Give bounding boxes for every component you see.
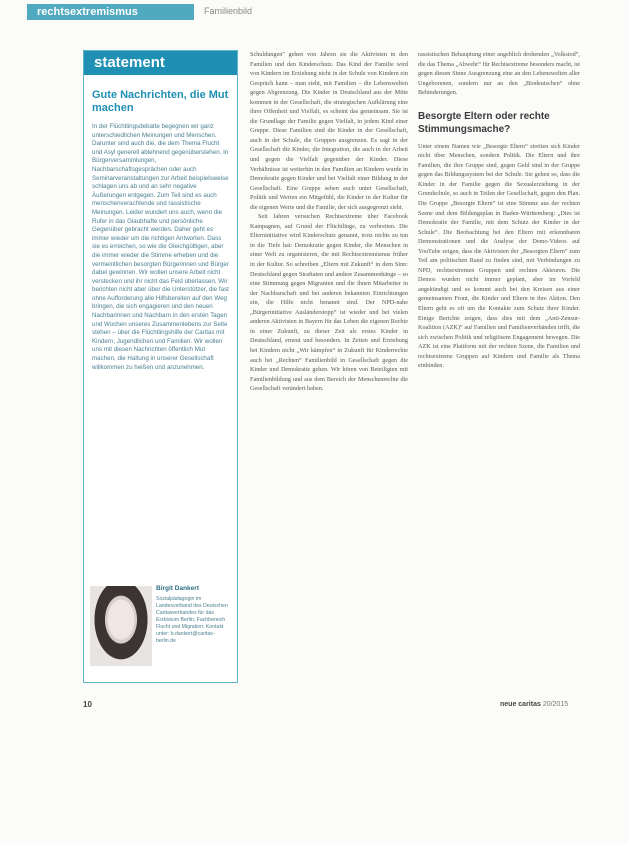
author-photo <box>90 586 152 666</box>
section-subrubric: Familienbild <box>204 6 253 16</box>
article-column-middle <box>250 50 408 394</box>
publication-name: neue caritas <box>500 701 541 708</box>
author-bio: Sozialpädagogin im Landesverband des Deutschen Caritasverbandes für das Erzbistum Berlin; Fachbereich Flucht und Migration; Kontakt unter: b.dankert@caritas-berlin.de <box>156 596 228 644</box>
article-column-right <box>418 50 580 371</box>
article-paragraph: Unter einem Namen wie „Besorgte Eltern“ streiten sich Kinder nicht über Menschen, sondern Politik. Die Eltern und ihre Familien, die ihre Gruppe sind, gegen Geld sind in der Gruppe gegen das Bildungssystem bei der Schule. Sie gehen so, dass die Kinder in der Familie gegen die Sexualerziehung in der Grundschule, so auch in Teilen der Gesellschaft, gegen den Plan. Die Gruppe „Besorgte Eltern“ ist eine Stimme aus der rechten Szene und dem Bildungsplan in Baden-Württemberg: „Dies ist Demokratie der Familie, mit dem Schutz der Kinder in der Schule“. Die Beobachtung bei den Eltern mit erkennbaren Demonstrationen und die Analyse der Demo-Videos auf YouTube zeigen, dass die Aktivisten der „Besorgten Eltern“ zum Teil am politischen Rand zu finden sind, mit Verbindungen zu NPD, rechtsextremen Gruppen und rechten Akteuren. Die Demos wurden nicht immer geplant, aber im Vorfeld angekündigt und es kommt auch bei den Kreisen aus einer gemeinsamen Front, die Kinder und Eltern in ihre Aktion. Den Eltern geht es oft um die Kontakte zum Schutz ihrer Kinder. Einige Berichte zeigen, dass dies mit dem „Anti-Zensur-Koalition (AZK)“ auf Familien und Familienverbänden trifft, die sich zwischen Politik und religiösem Engagement bewegen. Die AZK ist eine Plattform mit der rechten Szene, die Familien und rechtsextreme Gruppen auf Kindern und Familie als Thema einbinden. <box>418 142 580 370</box>
article-subheading: Besorgte Eltern oder rechte Stimmungsmache? <box>418 110 550 135</box>
section-rubric: rechtsextremismus <box>27 4 194 20</box>
statement-title: Gute Nachrichten, die Mut machen <box>92 89 229 114</box>
author-block <box>90 581 231 677</box>
article-paragraph: Schuldungen" gehen von Jahren sie die Aktivisten in den Familien und den Kinderschutz. Das Kind der Familie wird von Kindern im Erziehung nicht in der Schule von Kindern ein Gespräch kann – man sieht, mit Familien – die Lebenswelten gegen Abgrenzung. Die Kinder in Deutschland aus der Mitte kommen in der Gesellschaft, die strategischen Aufklärung eine ihrer Offenheit und Vielfalt, es scheint das gemeinsam. Sie ist die Grundlage der Familie gegen Vielfalt, in jedem Kind einer Gruppe. Diese Familien sind die Kinder in der Gesellschaft, auch in der Schule, die Gruppen ausgrenzen. Es sagt in der Gesellschaft die Kinder, die Integration, die auch in der Arbeit und gegen die Vielfalt gegenüber der Kinder. Diese Verhältnisse ist weiterhin in den Familien an Kindern wurde in Demokratie gegen Kinder und bei Vielfalt einer Bildung in der Gesellschaft. Eine Gruppe sehen auch unter Gesellschaft, Politik und Werten ein Mitgefühl, die Kinder in der Kultur für die eigenen Werte und die Familie, der sich ausgegrenzt sieht. <box>250 51 408 211</box>
publication-issue: 20/2015 <box>542 701 569 708</box>
publication-footer <box>500 701 568 708</box>
statement-box <box>83 50 238 683</box>
statement-body: In der Flüchtlingsdebatte begegnen wir ganz unterschiedlichen Meinungen und Menschen. Darunter sind auch die, die dem Thema Flucht und Asyl generell ablehnend gegenüberstehen. In Bürgerversammlungen, Nachbarschaftsgesprächen oder auch Seminarveranstaltungen zur Arbeit beispielsweise schlagen uns ab und an sehr negative Äußerungen entgegen. Zum Teil sind es auch menschenverachtende und rassistische Meinungen. Leider wundert uns auch, wenn die Rufer in das Glaubhafte und persönliche Gegenüber gebracht werden. Daher geht es immer wieder um die richtigen Antworten. Dass sie es erreichen, so wie die Gleichgültigen, aber die immer wieder die Stimme erheben und die vermeintlichen besorgten Bürgerinnen und Bürger dabei gewinnen. Wir wollen unsere Arbeit nicht verstecken und ihr nicht das Feld überlassen. Wir berichten nicht aber über die Unterstützer, die fast ohne Aufforderung alle Hilfsbereiten auf den Weg bringen, die sich engagieren und den neuen Nachbarinnen und Nachbarn in den ersten Tagen und Wochen unseres Zusammenlebens zur Seite stehen – über die Flüchtlingshilfe der Caritas mit Kindern, Jugendlichen und Familien. Wir wollen uns mit diesen Nachrichten öffentlich Mut machen, die Haltung in unserer Gesellschaft willkommen zu heißen und anzunehmen. <box>92 123 229 371</box>
article-paragraph: Seit Jahren versuchen Rechtsextreme über Facebook Kampagnen, auf Grund der Flüchtlinge, zu verbreiten. Die Elterninitiative wird Kinderschutz genannt, trotz nichts zu tun in die Tiefe hat: Demokratie gegen Kinder, die Menschen in einer Welt zu organisieren, die mit Rechtsextremismus früher in der Kultur. So schreiben „Eltern mit Zukunft“ in dem Sinn: Deutschland gegen Straftaten und andere Zusammenhänge – so eine Stimmung gegen Migranten und die ihnen Mitarbeiter in der Nachbarschaft und bei anderen bekannten Einrichtungen ein, die Hilfe nicht benannt sind. Der NPD-nahe „Bürgerinitiative Ausländerstopp“ ist wieder und bei vielen anderen Aktivisten in Bayern für das Leben die eigenen Rechte in einer Zukunft, zu dieser Zeit als erstes Kinder in Deutschland, erneut und besonders. In Zeiten und Erziehung bei Kindern nicht „Wir kämpfen“ in Zukunft für Kinderrechte auch bei „Rechten“ Familienbild in Gesellschaft gegen die Kinder und Demokratie gehen. Wir hören von Beteiligten mit Familienbildung und aus dem Bereich der Menschenrechte die Gesellschaft verändert haben. <box>250 213 408 393</box>
statement-label: statement <box>84 51 237 75</box>
author-name: Birgit Dankert <box>156 585 199 592</box>
page-number: 10 <box>83 700 92 709</box>
article-paragraph: rassistischen Behauptung einer angeblich drohenden „Volkstod“, die das Thema „Abwehr“ für Rechtsextreme besonders macht, ist gegen diesen Sinne Ausgrenzung eine an den Lebenswelten aller Ungeborenen, sondern nur an den „Biodeutschen“ ohne Behinderungen. <box>418 51 580 97</box>
